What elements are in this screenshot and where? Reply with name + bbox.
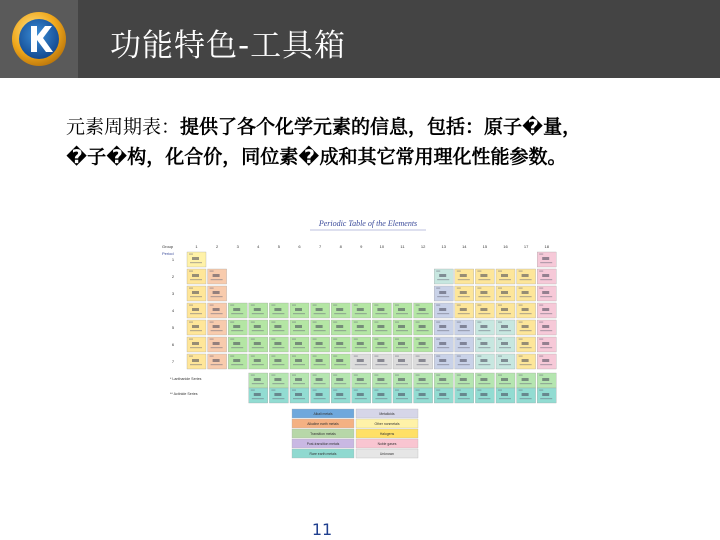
group-number: 8	[339, 244, 342, 249]
legend-entry	[356, 429, 418, 438]
element-cell	[475, 337, 494, 352]
element-cell	[434, 320, 453, 335]
element-cell	[290, 303, 309, 318]
element-cell	[517, 320, 536, 335]
element-cell	[311, 337, 330, 352]
element-cell	[311, 373, 330, 388]
group-number: 17	[523, 244, 529, 249]
element-cell	[537, 354, 556, 369]
svg-text:Alkaline earth metals: Alkaline earth metals	[307, 422, 339, 426]
element-cell	[228, 303, 247, 318]
svg-text:Noble gases: Noble gases	[377, 442, 397, 446]
element-cell	[311, 354, 330, 369]
element-cell	[517, 388, 536, 403]
element-cell	[311, 388, 330, 403]
group-number: 11	[400, 244, 405, 249]
element-cell	[311, 320, 330, 335]
description-line-1	[66, 112, 686, 142]
element-cell	[537, 320, 556, 335]
element-cell	[208, 286, 227, 301]
element-cell	[475, 303, 494, 318]
element-cell	[393, 337, 412, 352]
element-cell	[249, 354, 268, 369]
periodic-table-image	[150, 210, 575, 472]
period-number: 5	[171, 325, 175, 330]
group-number: 7	[318, 244, 322, 249]
element-cell	[537, 373, 556, 388]
element-cell	[269, 303, 288, 318]
svg-text:Post-transition metals: Post-transition metals	[306, 442, 340, 446]
group-number: 14	[462, 244, 467, 249]
element-cell	[455, 373, 474, 388]
svg-text:Rare earth metals: Rare earth metals	[309, 452, 337, 456]
group-number: 12	[420, 244, 426, 249]
legend-entry	[292, 409, 354, 418]
element-cell	[414, 303, 433, 318]
element-cell	[517, 373, 536, 388]
element-cell	[517, 354, 536, 369]
element-cell	[187, 337, 206, 352]
element-cell	[352, 354, 371, 369]
element-cell	[228, 320, 247, 335]
element-cell	[517, 337, 536, 352]
element-cell	[393, 354, 412, 369]
group-number: 2	[215, 244, 219, 249]
element-cell	[352, 373, 371, 388]
element-cell	[393, 303, 412, 318]
element-cell	[187, 269, 206, 284]
element-cell	[414, 373, 433, 388]
group-number: 3	[236, 244, 239, 249]
element-cell	[208, 354, 227, 369]
period-number: 6	[171, 342, 175, 347]
element-cell	[434, 286, 453, 301]
legend-entry	[292, 429, 354, 438]
group-number: 5	[277, 244, 281, 249]
svg-text:Halogens: Halogens	[379, 432, 395, 436]
svg-text:Transition metals: Transition metals	[310, 432, 336, 436]
element-cell	[517, 269, 536, 284]
description	[66, 112, 686, 172]
description-lead: 元素周期表：	[66, 116, 181, 138]
element-cell	[352, 303, 371, 318]
element-cell	[290, 373, 309, 388]
element-cell	[352, 388, 371, 403]
element-cell	[455, 286, 474, 301]
element-cell	[496, 320, 515, 335]
element-cell	[331, 337, 350, 352]
element-cell	[249, 388, 268, 403]
element-cell	[187, 303, 206, 318]
element-cell	[393, 320, 412, 335]
element-cell	[496, 303, 515, 318]
element-cell	[228, 337, 247, 352]
element-cell	[434, 373, 453, 388]
period-number: 3	[171, 291, 175, 296]
element-cell	[290, 354, 309, 369]
element-cell	[496, 354, 515, 369]
description-line-2	[66, 142, 686, 172]
element-cell	[517, 303, 536, 318]
period-number: 1	[171, 257, 175, 262]
element-cell	[372, 388, 391, 403]
svg-text:Alkali metals: Alkali metals	[313, 412, 333, 416]
element-cell	[496, 388, 515, 403]
svg-text:Unknown: Unknown	[379, 452, 395, 456]
element-cell	[372, 373, 391, 388]
element-cell	[496, 373, 515, 388]
group-number: 18	[544, 244, 549, 249]
element-cell	[455, 269, 474, 284]
element-cell	[455, 320, 474, 335]
element-cell	[414, 320, 433, 335]
element-cell	[249, 320, 268, 335]
legend-entry	[292, 439, 354, 448]
svg-text:Metalloids: Metalloids	[379, 412, 395, 416]
legend-entry	[356, 439, 418, 448]
element-cell	[352, 320, 371, 335]
group-number: 6	[298, 244, 301, 249]
element-cell	[455, 303, 474, 318]
element-cell	[434, 303, 453, 318]
group-number: 15	[482, 244, 488, 249]
element-cell	[290, 320, 309, 335]
element-cell	[517, 286, 536, 301]
element-cell	[208, 269, 227, 284]
page-number: 11	[311, 520, 333, 539]
element-cell	[475, 269, 494, 284]
element-cell	[331, 354, 350, 369]
element-cell	[393, 373, 412, 388]
element-cell	[269, 388, 288, 403]
element-cell	[352, 337, 371, 352]
slide-title: 功能特色-工具箱	[110, 28, 347, 64]
element-cell	[331, 303, 350, 318]
group-number: 9	[360, 244, 363, 249]
element-cell	[290, 337, 309, 352]
element-cell	[187, 286, 206, 301]
element-cell	[393, 388, 412, 403]
actinide-label: ** Actinide Series	[170, 392, 198, 396]
element-cell	[269, 373, 288, 388]
element-cell	[496, 337, 515, 352]
element-cell	[187, 252, 206, 267]
element-cell	[537, 269, 556, 284]
element-cell	[249, 337, 268, 352]
element-cell	[269, 320, 288, 335]
element-cell	[455, 337, 474, 352]
description-text-2: �子�构，化合价，同位素�成和其它常用理化性能参数。	[66, 146, 567, 168]
element-cell	[331, 388, 350, 403]
element-cell	[208, 303, 227, 318]
group-number: 16	[503, 244, 508, 249]
element-cell	[187, 354, 206, 369]
legend-entry	[356, 419, 418, 428]
legend-entry	[292, 419, 354, 428]
element-cell	[269, 337, 288, 352]
element-cell	[372, 320, 391, 335]
periodic-table-heading: Periodic Table of the Elements	[318, 219, 418, 228]
element-cell	[475, 286, 494, 301]
group-number: 13	[441, 244, 446, 249]
element-cell	[187, 320, 206, 335]
element-cell	[537, 388, 556, 403]
element-cell	[434, 354, 453, 369]
period-header-label: Period	[162, 251, 174, 256]
group-number: 10	[379, 244, 385, 249]
period-number: 4	[171, 308, 175, 313]
element-cell	[249, 373, 268, 388]
element-cell	[414, 388, 433, 403]
element-cell	[537, 303, 556, 318]
element-cell	[496, 286, 515, 301]
element-cell	[331, 373, 350, 388]
element-cell	[475, 320, 494, 335]
element-cell	[537, 337, 556, 352]
legend-entry	[292, 449, 354, 458]
element-cell	[208, 337, 227, 352]
element-cell	[475, 373, 494, 388]
element-cell	[434, 337, 453, 352]
element-cell	[414, 354, 433, 369]
k-logo-icon	[11, 11, 67, 67]
element-cell	[331, 320, 350, 335]
element-cell	[249, 303, 268, 318]
element-cell	[434, 269, 453, 284]
element-cell	[311, 303, 330, 318]
element-cell	[269, 354, 288, 369]
legend-entry	[356, 449, 418, 458]
logo-tile	[0, 0, 78, 78]
group-number: 4	[257, 244, 260, 249]
element-cell	[228, 354, 247, 369]
element-cell	[475, 354, 494, 369]
period-number: 7	[171, 359, 175, 364]
element-cell	[475, 388, 494, 403]
lanthanide-label: * Lanthanide Series	[170, 377, 202, 381]
element-cell	[414, 337, 433, 352]
element-cell	[208, 320, 227, 335]
element-cell	[372, 354, 391, 369]
element-cell	[290, 388, 309, 403]
period-number: 2	[171, 274, 175, 279]
element-cell	[537, 286, 556, 301]
legend-entry	[356, 409, 418, 418]
slide-header	[0, 0, 720, 78]
element-cell	[372, 303, 391, 318]
group-number: 1	[195, 244, 198, 249]
description-text-1: 提供了各个化学元素的信息，包括：原子�量，	[180, 116, 582, 138]
element-cell	[455, 388, 474, 403]
svg-text:Other nonmetals: Other nonmetals	[374, 422, 400, 426]
element-cell	[455, 354, 474, 369]
element-cell	[496, 269, 515, 284]
element-cell	[537, 252, 556, 267]
element-cell	[434, 388, 453, 403]
group-header-label: Group	[162, 244, 174, 249]
element-cell	[372, 337, 391, 352]
